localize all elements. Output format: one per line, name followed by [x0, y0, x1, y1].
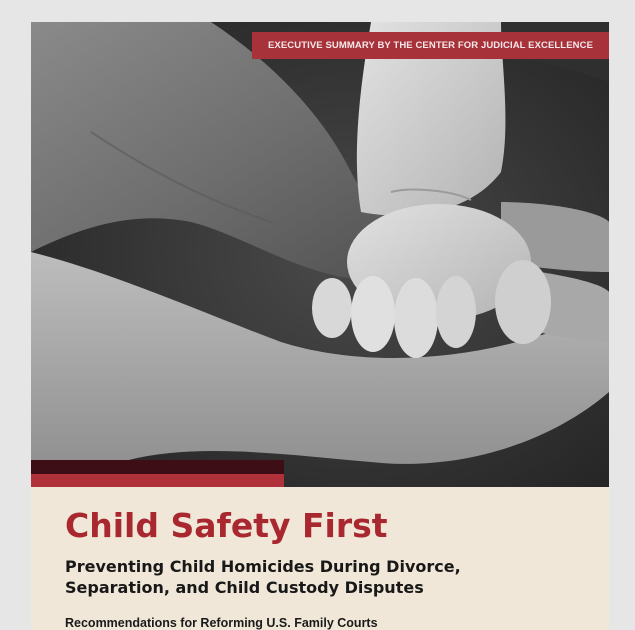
- report-title: Child Safety First: [65, 506, 388, 545]
- accent-bar-red: [31, 474, 284, 487]
- accent-bar-dark: [31, 460, 284, 474]
- accent-bar: [31, 460, 284, 487]
- report-subtitle: [65, 556, 585, 598]
- cover-photo-hands: [31, 22, 609, 487]
- subtitle-line-2: Separation, and Child Custody Disputes: [65, 578, 424, 597]
- executive-summary-banner: EXECUTIVE SUMMARY BY THE CENTER FOR JUDICIAL EXCELLENCE: [252, 32, 609, 59]
- report-tagline: Recommendations for Reforming U.S. Family Courts: [65, 616, 378, 630]
- report-cover: [31, 22, 609, 630]
- subtitle-line-1: Preventing Child Homicides During Divorce,: [65, 557, 461, 576]
